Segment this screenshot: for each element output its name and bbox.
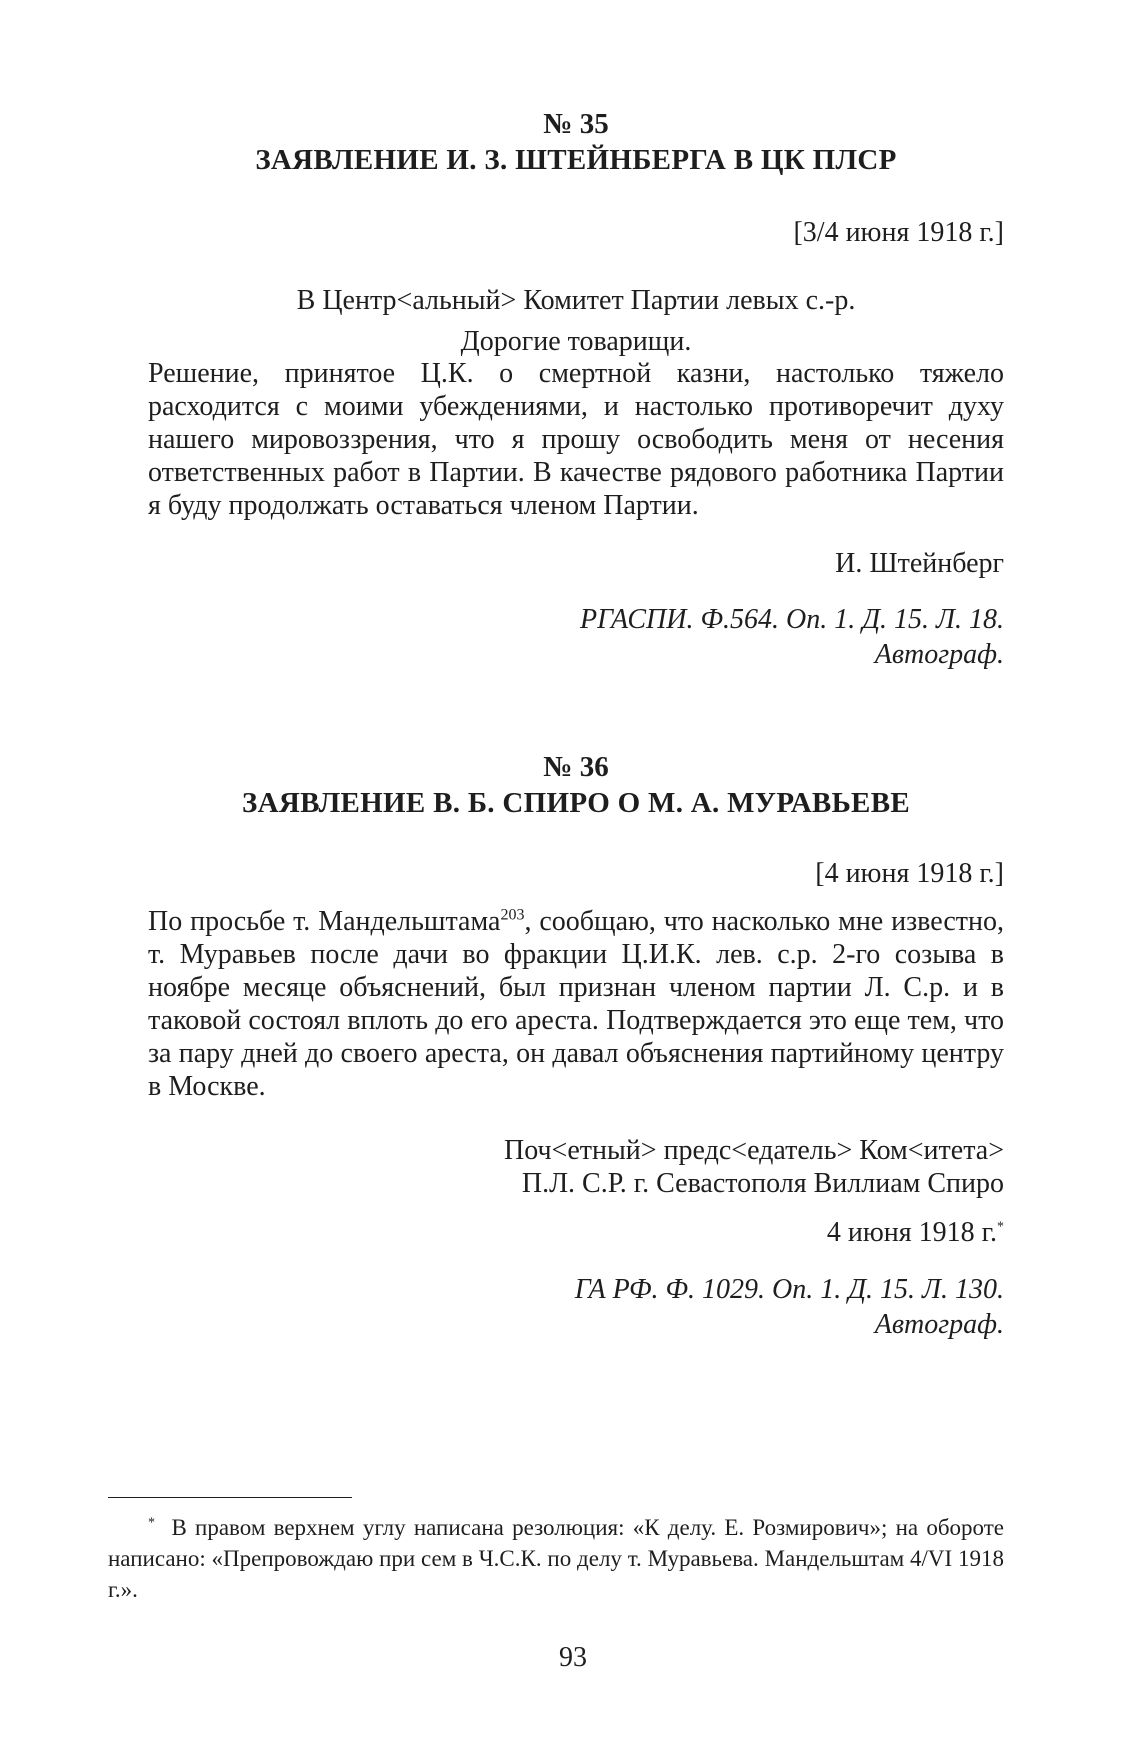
doc35-title: ЗАЯВЛЕНИЕ И. З. ШТЕЙНБЕРГА В ЦК ПЛСР [255, 144, 897, 176]
footnote [108, 1512, 1004, 1605]
doc36-body-text [148, 905, 1004, 1103]
page-number: 93 [559, 1642, 587, 1673]
doc36-body-rest: , сообщаю, что насколько мне известно, т. Муравьев после дачи во фракции Ц.И.К. лев. с.р. 2-го созыва в ноябре месяце объяснений, был признан членом партии Л. С.р. и в таковой состоял вплоть до его ареста. Подтверждается это еще тем, что за пару дней до своего ареста, он давал объяснения партийному центру в Москве. [148, 906, 1004, 1102]
doc35-number: № 35 [543, 108, 609, 140]
doc35-signature: И. Штейнберг [835, 548, 1004, 579]
doc36-autograph: Автограф. [874, 1309, 1004, 1340]
doc36-number: № 36 [543, 751, 609, 783]
doc36-archive: ГА РФ. Ф. 1029. Оп. 1. Д. 15. Л. 130. [574, 1274, 1004, 1305]
doc36-sign-date-text: 4 июня 1918 г. [826, 1217, 997, 1248]
doc35-archive: РГАСПИ. Ф.564. Оп. 1. Д. 15. Л. 18. [580, 604, 1004, 635]
doc36-sign-date [148, 1216, 1004, 1249]
doc36-body [148, 905, 1004, 1103]
doc35-body [148, 357, 1004, 522]
footnote-text: В правом верхнем углу написана резолюция: «К делу. Е. Розмирович»; на обороте написано: «Препровождаю при сем в Ч.С.К. по делу т. Муравьева. Мандельштам 4/VI 1918 г.». [108, 1515, 1004, 1602]
footnote-divider [108, 1497, 352, 1498]
doc36-sign-date-mark: * [997, 1219, 1004, 1235]
doc35-date: [3/4 июня 1918 г.] [793, 217, 1004, 248]
footnote-ref-203: 203 [500, 906, 525, 924]
doc36-signature-line1: Поч<етный> предс<едатель> Ком<итета> [503, 1135, 1004, 1166]
doc36-date: [4 июня 1918 г.] [815, 858, 1004, 889]
doc36-body-start: По просьбе т. Мандельштама [148, 906, 501, 937]
doc35-body-text: Решение, принятое Ц.К. о смертной казни, настолько тяжело расходится с моими убеждениями, и настолько противоречит духу нашего мировоззрения, что я прошу освободить меня от несения ответственных работ в Партии. В качестве рядового работника Партии я буду продолжать оставаться членом Партии. [148, 358, 1004, 521]
doc35-autograph: Автограф. [874, 639, 1004, 670]
doc36-signature-line2: П.Л. С.Р. г. Севастополя Виллиам Спиро [521, 1168, 1004, 1199]
doc35-salutation: Дорогие товарищи. [460, 326, 692, 357]
footnote-marker: * [148, 1515, 155, 1531]
doc36-title: ЗАЯВЛЕНИЕ В. Б. СПИРО О М. А. МУРАВЬЕВЕ [242, 787, 910, 819]
doc35-addressee: В Центр<альный> Комитет Партии левых с.-р. [296, 285, 856, 316]
